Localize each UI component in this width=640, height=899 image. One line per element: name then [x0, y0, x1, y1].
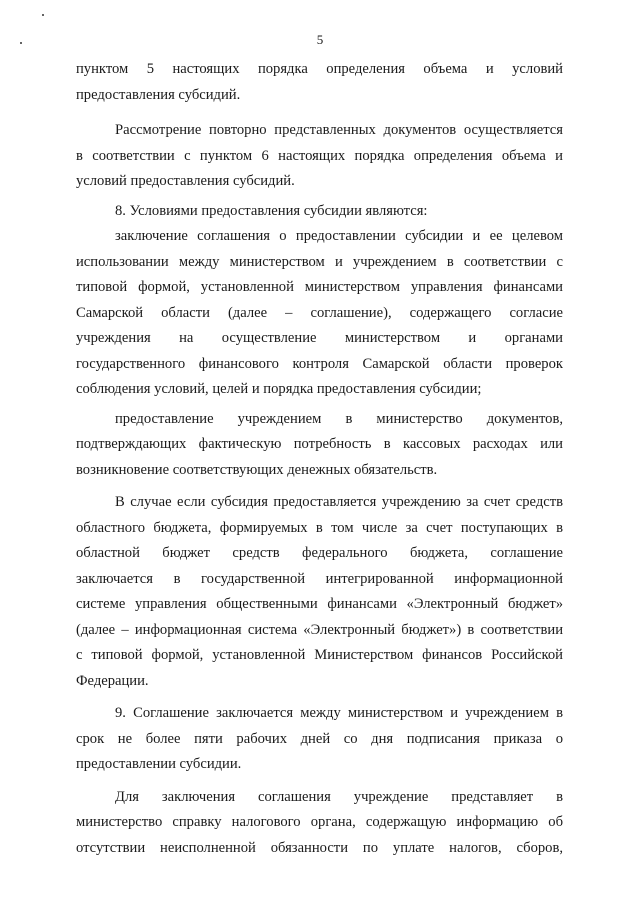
text-line: государственного финансового контроля Самарской области проверок	[76, 355, 563, 372]
text-line: предоставления субсидий.	[76, 86, 241, 103]
text-line: условий предоставления субсидий.	[76, 173, 295, 189]
text-line: с типовой формой, установленной Министерством финансов Российской	[76, 647, 563, 663]
document-body	[76, 57, 563, 861]
text-line: отсутствии неисполненной обязанности по уплате налогов, сборов,	[76, 839, 563, 856]
text-line: использовании между министерством и учреждением в соответствии с	[76, 253, 563, 270]
paragraph-heading	[76, 199, 563, 225]
paragraph	[76, 57, 563, 108]
paragraph	[76, 118, 563, 195]
text-line: Самарской области (далее – соглашение), содержащего согласие	[76, 304, 563, 321]
text-line: заключается в государственной интегрированной информационной	[76, 570, 563, 587]
text-line: заключение соглашения о предоставлении субсидии и ее целевом	[115, 228, 563, 244]
scan-speck	[42, 14, 44, 16]
text-line: Рассмотрение повторно представленных документов осуществляется	[115, 122, 563, 138]
text-line: соблюдения условий, целей и порядка предоставления субсидии;	[76, 381, 482, 397]
text-line: возникновение соответствующих денежных обязательств.	[76, 461, 438, 478]
text-line: Для заключения соглашения учреждение представляет в	[115, 788, 563, 805]
text-line: подтверждающих фактическую потребность в кассовых расходах или	[76, 436, 563, 452]
text-line: в соответствии с пунктом 6 настоящих порядка определения объема и	[76, 147, 563, 164]
paragraph	[76, 701, 563, 778]
text-line: 9. Соглашение заключается между министерством и учреждением в	[115, 705, 563, 721]
text-line: 8. Условиями предоставления субсидии являются:	[115, 202, 428, 219]
text-line: срок не более пяти рабочих дней со дня подписания приказа о	[76, 730, 563, 747]
text-line: системе управления общественными финансами «Электронный бюджет»	[76, 596, 563, 612]
paragraph	[76, 785, 563, 862]
text-line: (далее – информационная система «Электронный бюджет») в соответствии	[76, 621, 563, 638]
text-line: областной бюджет средств федерального бюджета, соглашение	[76, 545, 563, 561]
text-line: предоставление учреждением в министерство документов,	[115, 410, 563, 427]
text-line: учреждения на осуществление министерством и органами	[76, 330, 563, 346]
text-line: типовой формой, установленной министерством управления финансами	[76, 279, 563, 295]
text-line: областного бюджета, формируемых в том числе за счет поступающих в	[76, 519, 563, 536]
page-number: 5	[316, 32, 324, 47]
text-line: Федерации.	[76, 672, 149, 689]
text-line: министерство справку налогового органа, содержащую информацию об	[76, 814, 563, 830]
paragraph	[76, 224, 563, 403]
paragraph	[76, 407, 563, 484]
text-line: предоставлении субсидии.	[76, 756, 242, 772]
text-line: пунктом 5 настоящих порядка определения объема и условий	[76, 61, 563, 77]
text-line: В случае если субсидия предоставляется учреждению за счет средств	[115, 494, 563, 510]
paragraph	[76, 490, 563, 694]
